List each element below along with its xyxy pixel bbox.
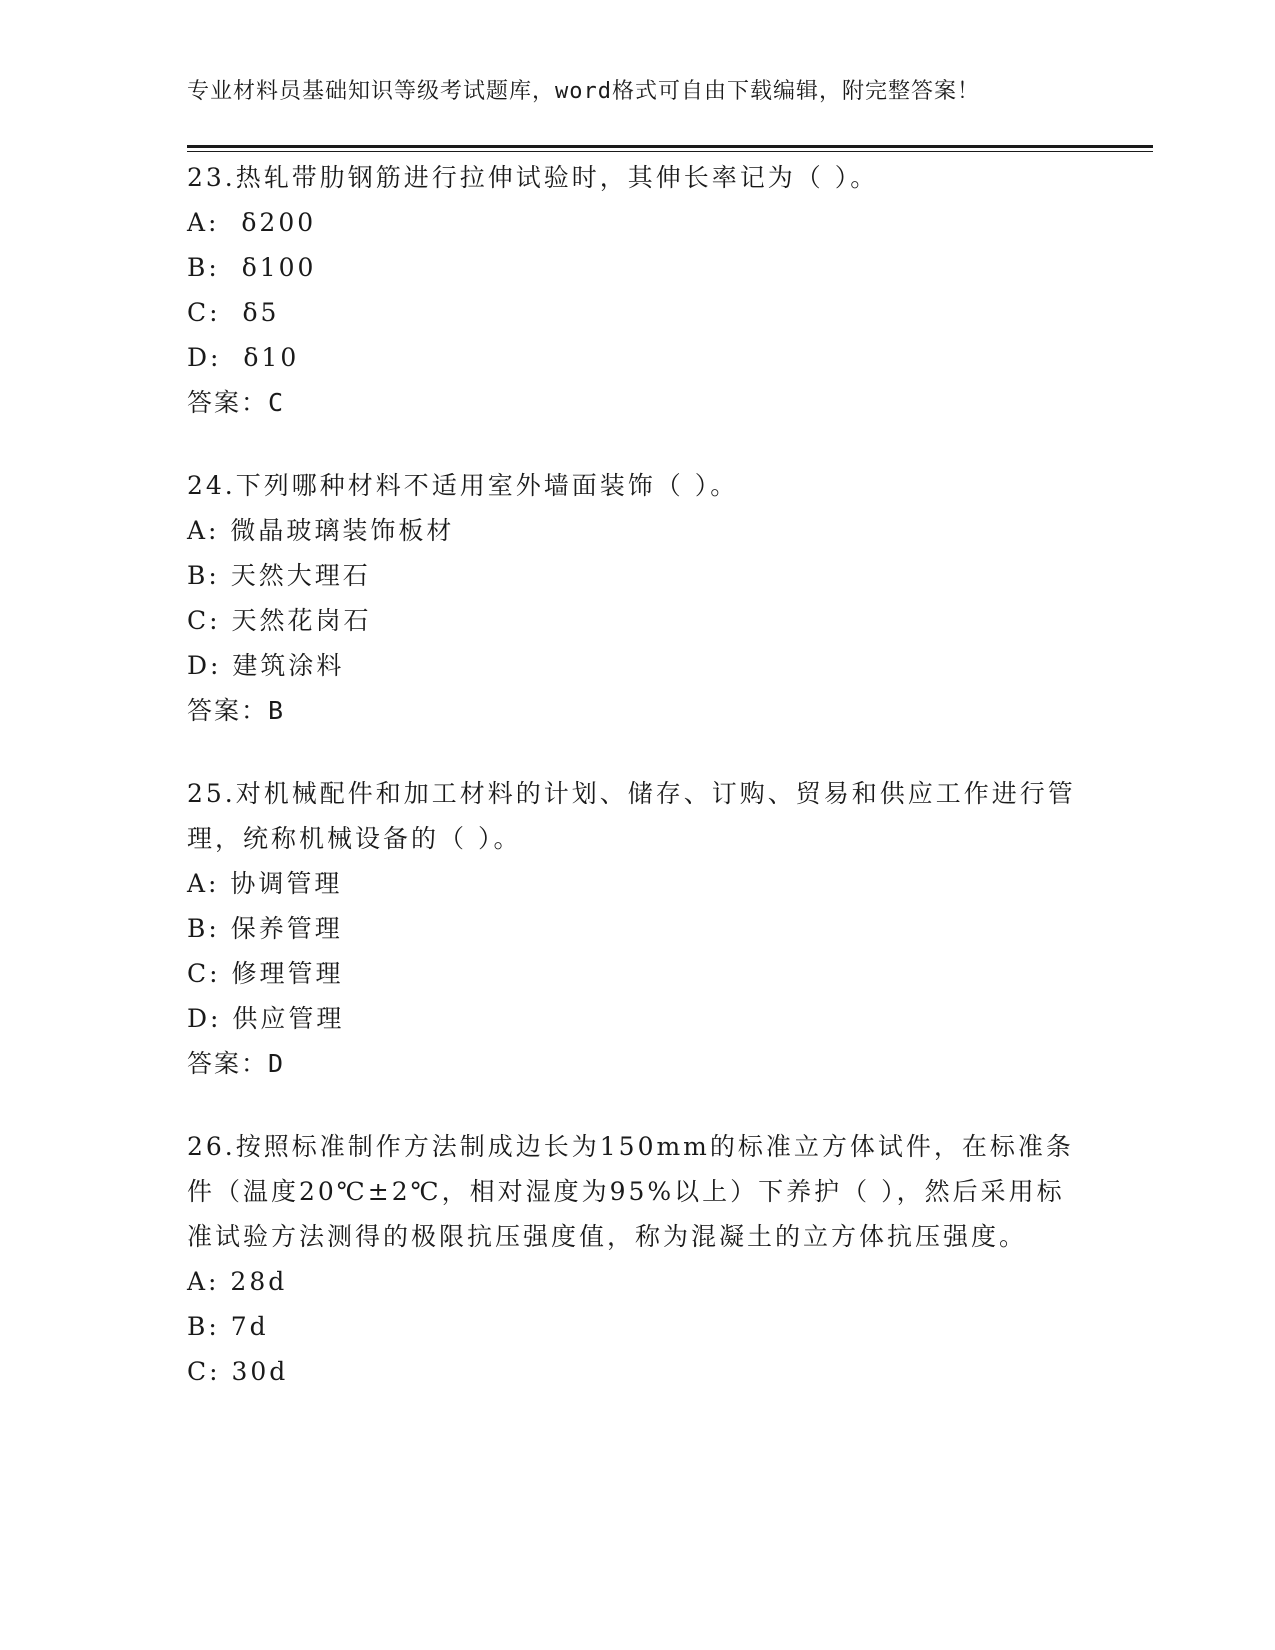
page-header: 专业材料员基础知识等级考试题库，word格式可自由下载编辑，附完整答案！ [187,79,980,104]
option-c: C: δ5 [187,298,280,327]
header-rule-thin [187,151,1153,152]
option-a: A: 28d [187,1267,288,1296]
option-c: C: 修理管理 [187,959,344,988]
option-d: D: 供应管理 [187,1004,345,1033]
option-c: C: 30d [187,1357,289,1386]
header-rule-thick [187,145,1153,148]
question-stem: 23.热轧带肋钢筋进行拉伸试验时，其伸长率记为（ ）。 [187,163,879,192]
option-d: D: δ10 [187,343,300,372]
question-stem: 24.下列哪种材料不适用室外墙面装饰（ ）。 [187,471,739,500]
option-a: A: δ200 [187,208,317,237]
option-c: C: 天然花岗石 [187,606,372,635]
option-d: D: 建筑涂料 [187,651,345,680]
question-25 [187,771,1087,1086]
question-24 [187,463,1087,733]
option-a: A: 微晶玻璃装饰板材 [187,516,455,545]
option-b: B: 天然大理石 [187,561,371,590]
question-stem: 26.按照标准制作方法制成边长为150mm的标准立方体试件，在标准条件（温度20℃±2℃，相对湿度为95%以上）下养护（ ），然后采用标准试验方法测得的极限抗压强度值，称为混凝土的立方体抗压强度。 [187,1132,1074,1251]
question-list [187,155,1087,1432]
option-a: A: 协调管理 [187,869,343,898]
question-stem: 25.对机械配件和加工材料的计划、储存、订购、贸易和供应工作进行管理，统称机械设备的（ ）。 [187,779,1076,853]
answer: 答案：B [187,696,286,725]
question-23 [187,155,1087,425]
answer: 答案：C [187,388,286,417]
option-b: B: 7d [187,1312,269,1341]
question-26 [187,1124,1087,1394]
option-b: B: δ100 [187,253,317,282]
answer: 答案：D [187,1049,286,1078]
option-b: B: 保养管理 [187,914,343,943]
